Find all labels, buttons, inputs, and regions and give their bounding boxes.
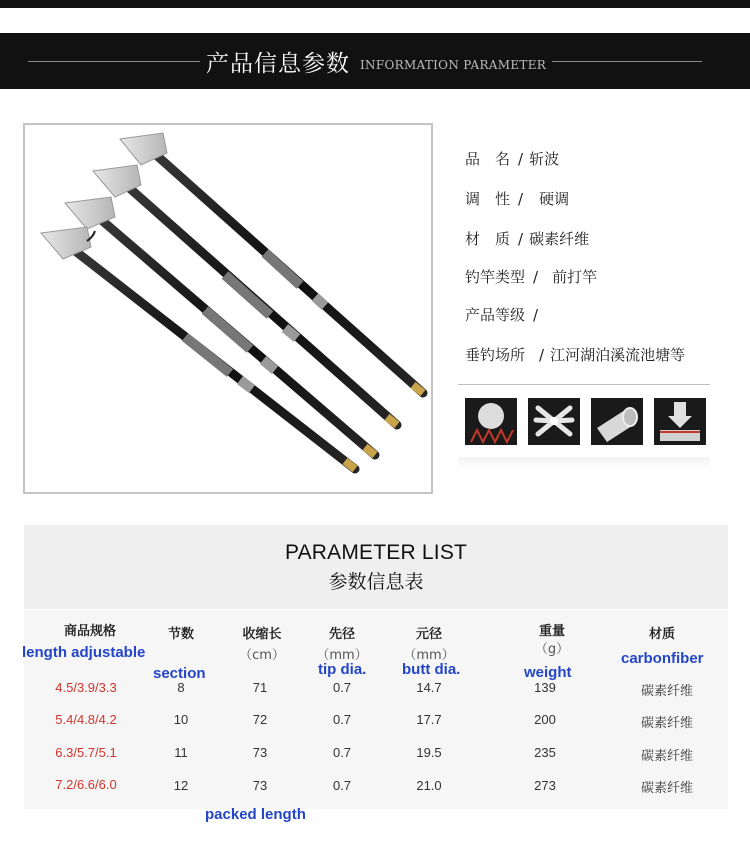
annotation-packed-length: packed length <box>205 806 306 823</box>
annotation-butt-dia: butt dia. <box>402 661 461 678</box>
info-value: 前打竿 <box>552 268 598 286</box>
table-body <box>24 610 728 809</box>
product-photo <box>23 123 433 494</box>
unit-packed: （cm） <box>239 648 285 663</box>
cell-packed: 71 <box>252 680 268 695</box>
cell-sections: 8 <box>177 680 185 695</box>
cell-weight: 235 <box>534 745 556 760</box>
cell-tip: 0.7 <box>332 778 352 793</box>
rod-1 <box>120 133 423 393</box>
col-header-sections: 节数 <box>167 627 195 642</box>
info-label: 钓竿类型 <box>465 268 526 286</box>
top-black-bar <box>0 0 750 8</box>
cell-packed: 72 <box>252 712 268 727</box>
info-label: 产品等级 <box>465 306 526 324</box>
unit-butt: （mm） <box>403 648 455 663</box>
col-header-weight: 重量 <box>538 624 566 639</box>
cell-weight: 200 <box>534 712 556 727</box>
info-separator: / <box>518 150 524 168</box>
info-separator: / <box>518 190 524 208</box>
cell-material: 碳素纤维 <box>640 781 694 796</box>
spread-hands-icon <box>528 398 580 445</box>
col-header-material: 材质 <box>648 627 676 642</box>
pressure-arrow-icon <box>654 398 706 445</box>
cell-sections: 11 <box>174 745 188 760</box>
cell-packed: 73 <box>252 745 268 760</box>
annotation-length-adjustable: length adjustable <box>22 644 146 661</box>
info-separator: / <box>518 230 524 248</box>
unit-weight: （g） <box>534 642 570 657</box>
header-divider-right <box>552 61 702 62</box>
param-title-cn: 参数信息表 <box>328 571 424 593</box>
info-value: 江河湖泊溪流池塘等 <box>550 346 686 364</box>
cell-weight: 273 <box>534 778 556 793</box>
annotation-carbonfiber: carbonfiber <box>621 650 704 667</box>
info-label: 调 性 <box>465 190 511 208</box>
info-row-grade <box>465 304 544 325</box>
cell-tip: 0.7 <box>332 745 352 760</box>
header-title-cn: 产品信息参数 <box>206 51 350 77</box>
cell-butt: 14.7 <box>416 680 442 695</box>
cell-butt: 19.5 <box>416 745 442 760</box>
tube-cross-section-icon <box>591 398 643 445</box>
col-header-tip: 先径 <box>328 627 356 642</box>
cell-butt: 21.0 <box>416 778 442 793</box>
fishing-rods-image <box>25 125 431 492</box>
header-title-en: INFORMATION PARAMETER <box>360 58 547 72</box>
info-separator: / <box>533 306 539 324</box>
header-divider-left <box>28 61 200 62</box>
cell-material: 碳素纤维 <box>640 684 694 699</box>
info-row-location <box>465 344 685 365</box>
info-value: 斩波 <box>529 150 560 168</box>
info-row-rod-type <box>465 266 597 287</box>
info-label: 材 质 <box>465 230 511 248</box>
info-label: 品 名 <box>465 150 511 168</box>
section-header <box>0 33 750 89</box>
info-row-name <box>465 148 559 169</box>
cell-tip: 0.7 <box>332 680 352 695</box>
info-label: 垂钓场所 <box>465 346 526 364</box>
col-header-packed: 收缩长 <box>242 627 282 642</box>
info-divider <box>458 384 710 385</box>
cell-weight: 139 <box>534 680 556 695</box>
annotation-section: section <box>153 665 206 682</box>
cell-sections: 12 <box>173 778 189 793</box>
info-row-material <box>465 228 589 249</box>
cell-packed: 73 <box>252 778 268 793</box>
info-separator: / <box>539 346 545 364</box>
ball-on-spikes-icon <box>465 398 517 445</box>
cell-butt: 17.7 <box>416 712 442 727</box>
col-header-butt: 元径 <box>415 627 443 642</box>
cell-spec: 7.2/6.6/6.0 <box>55 777 117 792</box>
annotation-weight: weight <box>524 664 572 681</box>
info-separator: / <box>533 268 539 286</box>
cell-spec: 5.4/4.8/4.2 <box>55 712 117 727</box>
cell-tip: 0.7 <box>332 712 352 727</box>
unit-tip: （mm） <box>316 648 368 663</box>
cell-material: 碳素纤维 <box>640 716 694 731</box>
cell-spec: 6.3/5.7/5.1 <box>55 745 117 760</box>
rod-3 <box>65 197 375 455</box>
info-value: 硬调 <box>539 190 570 208</box>
cell-material: 碳素纤维 <box>640 749 694 764</box>
param-title-en: PARAMETER LIST <box>284 541 468 564</box>
cell-spec: 4.5/3.9/3.3 <box>55 680 117 695</box>
col-header-spec: 商品规格 <box>63 624 117 639</box>
cell-sections: 10 <box>173 712 189 727</box>
icon-reflection <box>458 457 710 469</box>
parameter-table <box>24 525 728 809</box>
info-value: 碳素纤维 <box>529 230 590 248</box>
info-row-action <box>465 188 569 209</box>
annotation-tip-dia: tip dia. <box>318 661 367 678</box>
